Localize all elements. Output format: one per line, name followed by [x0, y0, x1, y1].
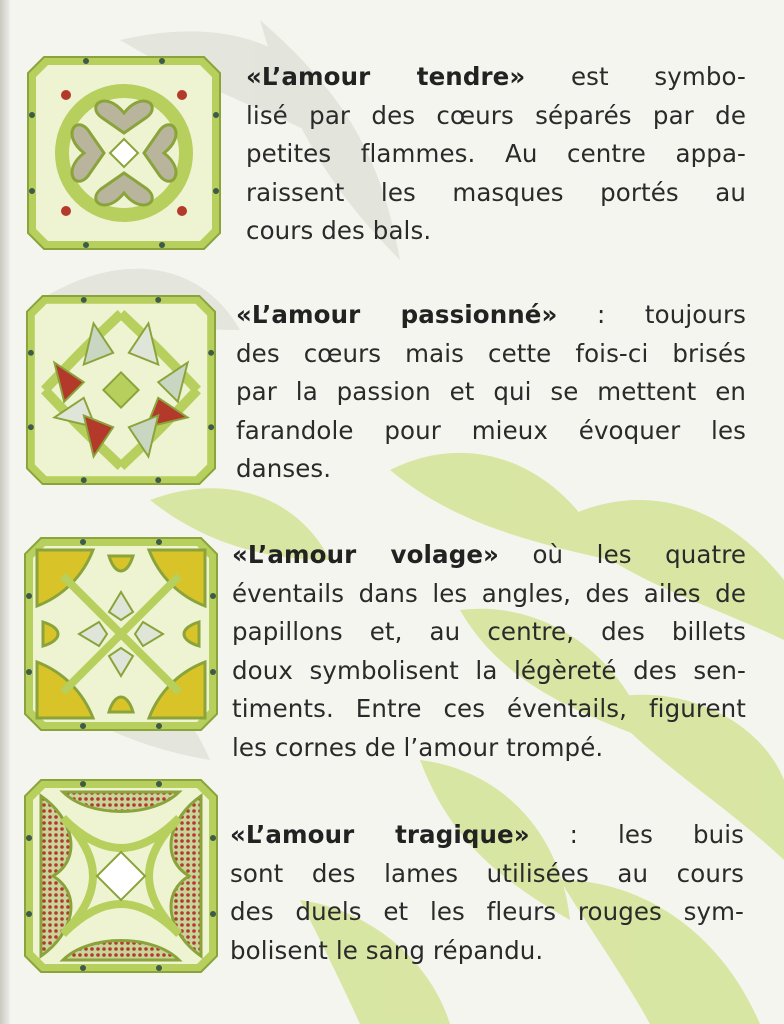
entry-text: par la passion et qui se mettent en: [236, 377, 746, 406]
entry-text: lisé par des cœurs séparés par de: [246, 100, 746, 130]
entry-text: doux symbolisent la légèreté des sen-: [232, 655, 746, 685]
entry-text: raissent les masques portés au: [246, 177, 746, 207]
entry-text: sont des lames utilisées au cours: [230, 858, 744, 888]
entry-title: «L’amour passionné»: [236, 300, 558, 329]
entry-text: : toujours: [557, 300, 746, 329]
parterre-tile-hearts-image: [26, 55, 222, 251]
entry-text: petites flammes. Au centre appa-: [246, 139, 746, 168]
entry-text: farandole pour mieux évoquer les: [236, 415, 746, 445]
parterre-tile-blades-image: [22, 778, 220, 974]
parterre-tile-fans-image: [22, 536, 220, 732]
entry-text: cours des bals.: [246, 216, 432, 245]
page-edge: [0, 0, 10, 1024]
entry-text: des duels et les fleurs rouges sym-: [230, 897, 744, 926]
entry-title: «L’amour tragique»: [230, 820, 530, 849]
entry-text: des cœurs mais cette fois-ci brisés: [236, 338, 746, 368]
entry-title: «L’amour volage»: [232, 540, 499, 569]
entry-text: danses.: [236, 454, 332, 483]
entry-text: où les quatre: [498, 540, 747, 569]
parterre-tile-broken-hearts-image: [24, 294, 218, 486]
entry-text: éventails dans les angles, des ailes de: [232, 578, 746, 608]
entry-text: est symbo-: [525, 62, 746, 91]
entry-text: : les buis: [529, 820, 744, 849]
entry-text: bolisent le sang répandu.: [230, 935, 544, 965]
entry-text: papillons et, au centre, des billets: [232, 617, 746, 646]
entry-title: «L’amour tendre»: [246, 62, 526, 91]
entry-text: timents. Entre ces éventails, figurent: [232, 694, 746, 723]
entry-text: les cornes de l’amour trompé.: [232, 732, 604, 762]
